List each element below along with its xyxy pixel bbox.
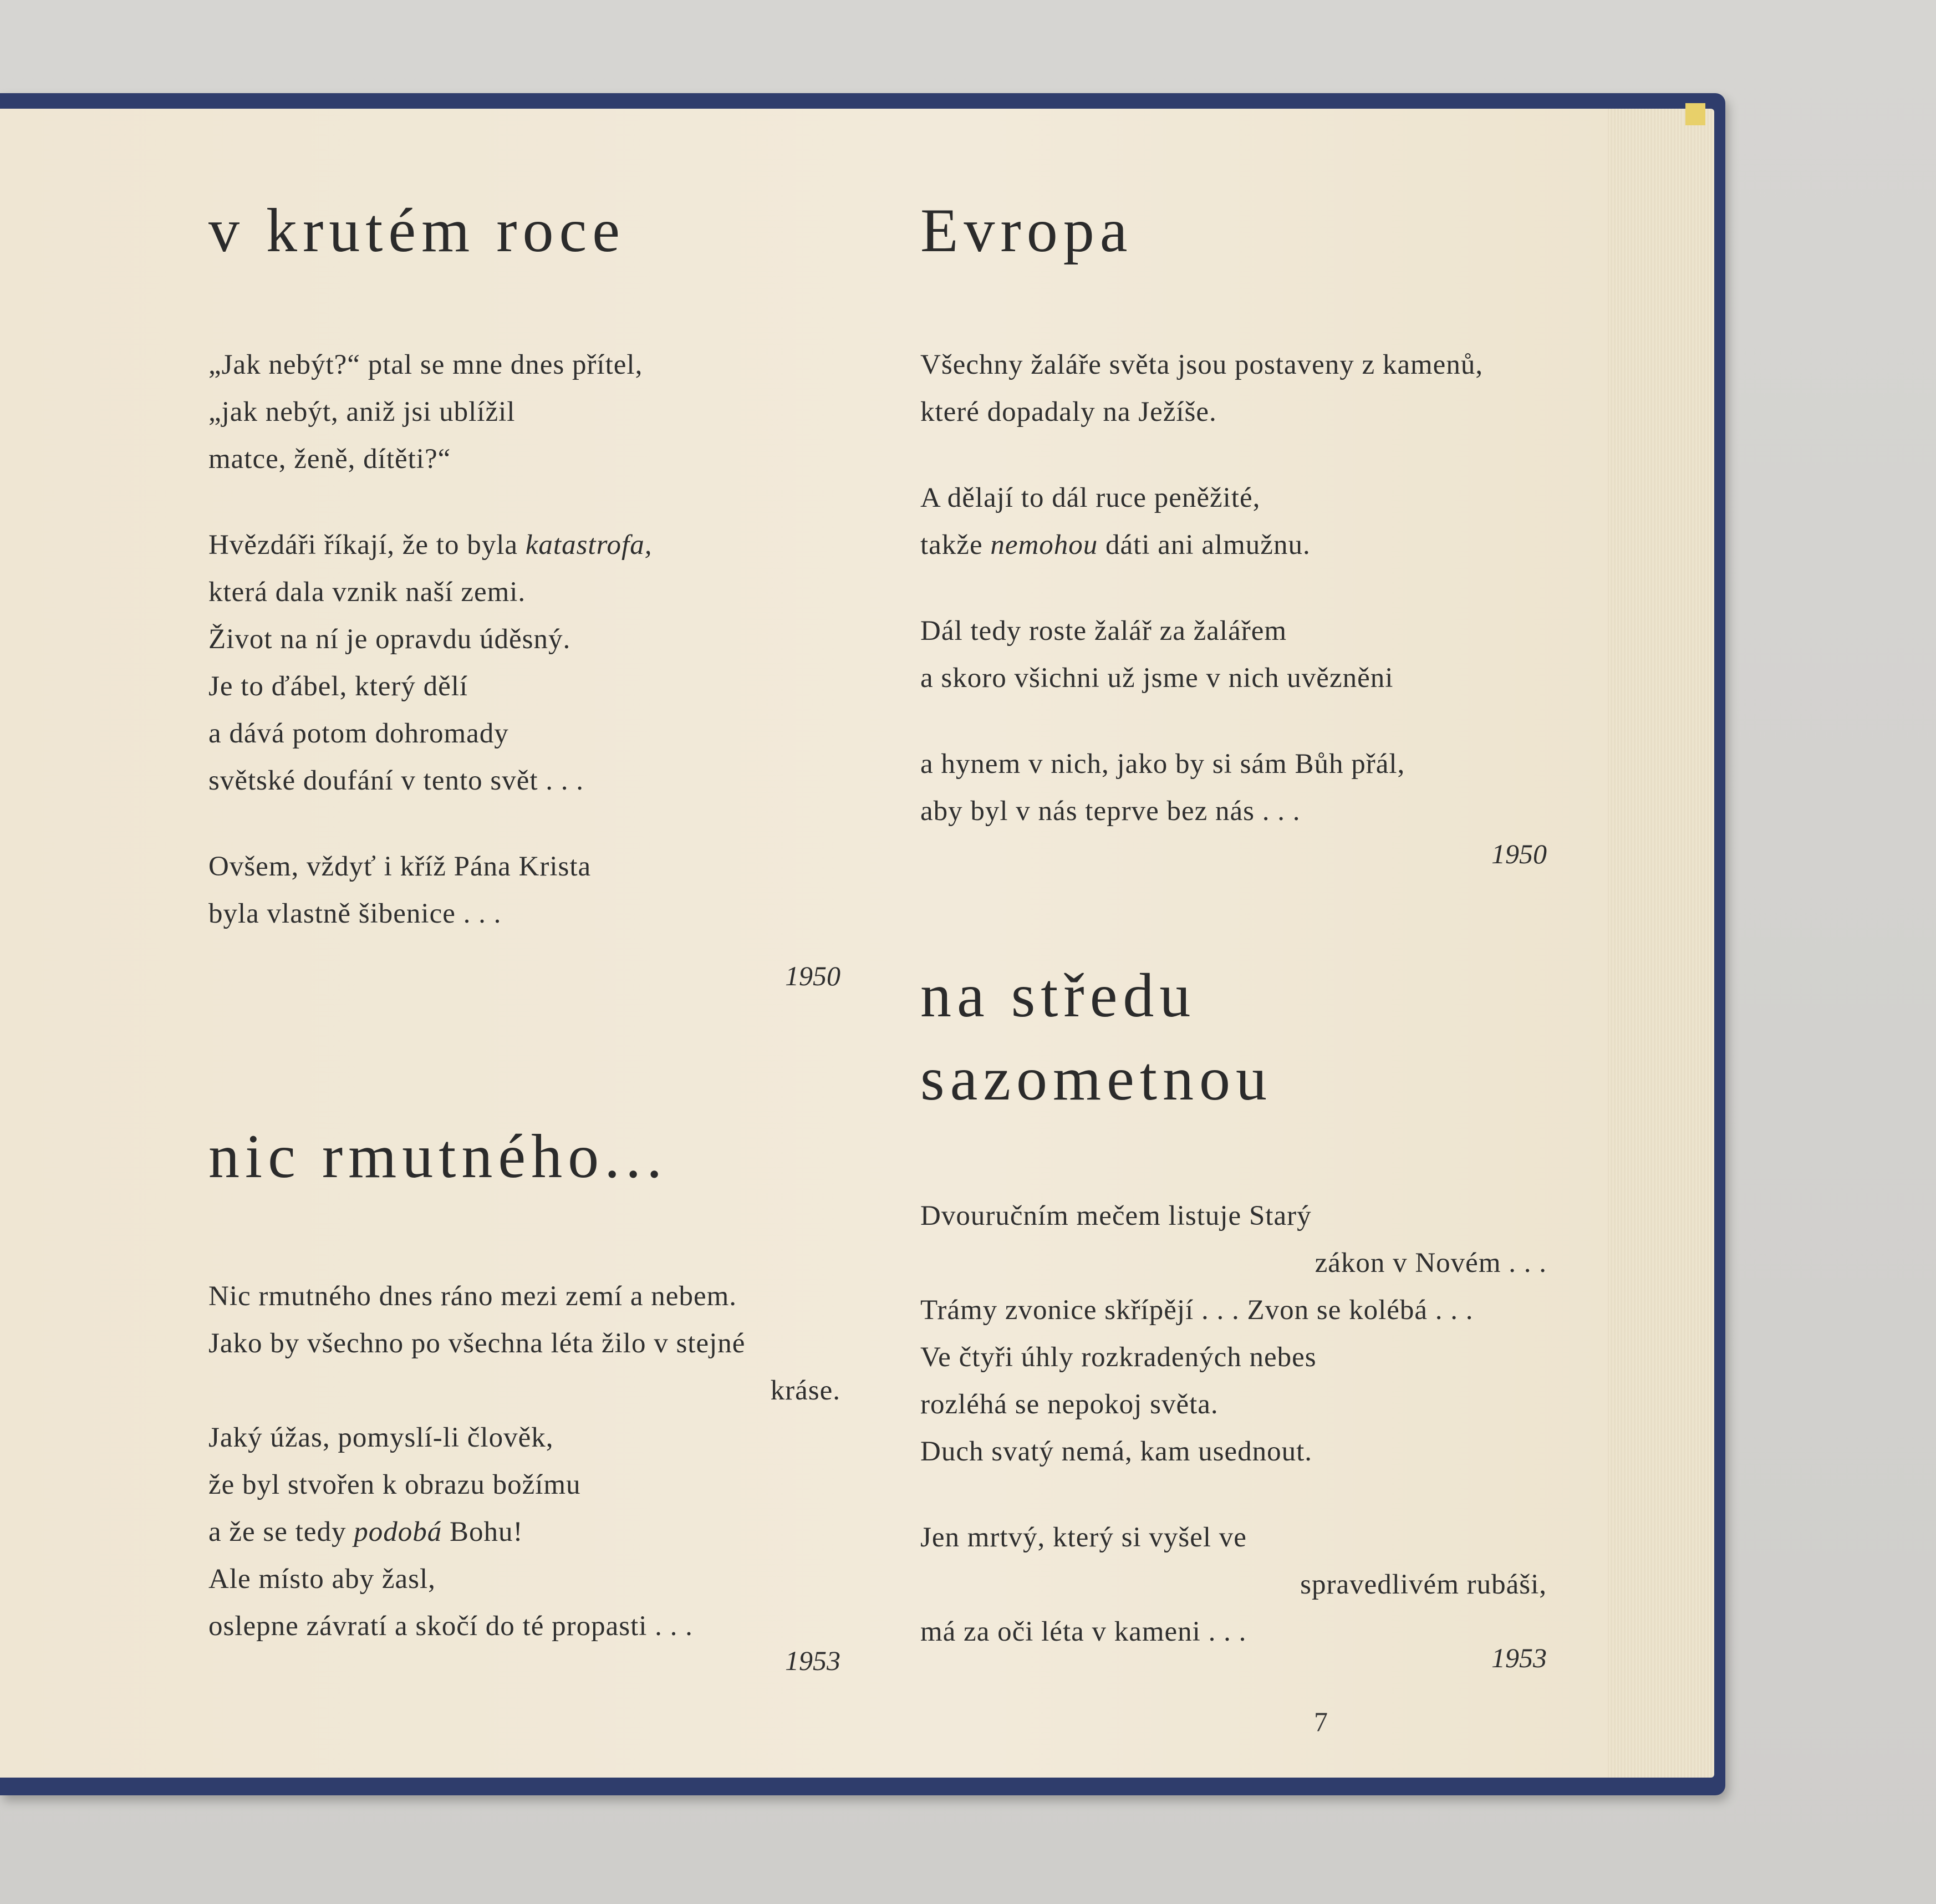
- poem-line: a že se tedy podobá Bohu!: [208, 1516, 523, 1547]
- poem-year: 1953: [1491, 1642, 1547, 1673]
- page-edges: [1597, 109, 1714, 1778]
- poem-line: Ve čtyři úhly rozkradených nebes: [920, 1342, 1317, 1373]
- poem-line: Dál tedy roste žalář za žalářem: [920, 615, 1287, 646]
- poem-year: 1953: [785, 1645, 840, 1676]
- poem-line: Duch svatý nemá, kam usednout.: [920, 1436, 1313, 1467]
- poem-title: Evropa: [920, 196, 1133, 265]
- poem-body: [208, 1273, 840, 1650]
- poem-line: Dvouručním mečem listuje Starý: [920, 1200, 1312, 1231]
- poem-line: „jak nebýt, aniž jsi ublížil: [208, 396, 516, 427]
- poem-line: Jako by všechno po všechna léta žilo v stejné: [208, 1328, 746, 1359]
- poem-line: Je to ďábel, který dělí: [208, 671, 468, 702]
- poem-line: Ale místo aby žasl,: [208, 1564, 436, 1595]
- poem-line: kráse.: [770, 1375, 840, 1406]
- poem-line: které dopadaly na Ježíše.: [920, 396, 1217, 427]
- poem-line: a dává potom dohromady: [208, 718, 509, 749]
- poem-title: v krutém roce: [208, 196, 625, 265]
- poem-line: Jaký úžas, pomyslí-li člověk,: [208, 1422, 554, 1453]
- poem-title: sazometnou: [920, 1045, 1272, 1113]
- poem-year: 1950: [785, 960, 840, 991]
- poem-body: [920, 1193, 1547, 1656]
- poem-line: takže nemohou dáti ani almužnu.: [920, 530, 1311, 561]
- poem-line: Ovšem, vždyť i kříž Pána Krista: [208, 851, 592, 882]
- emphasis: katastrofa,: [525, 530, 653, 561]
- poem-line: Všechny žaláře světa jsou postaveny z kamenů,: [920, 349, 1484, 380]
- poem-body: [920, 342, 1547, 835]
- poem-year: 1950: [1491, 838, 1547, 869]
- poem-line: Nic rmutného dnes ráno mezi zemí a nebem.: [208, 1281, 737, 1312]
- poem-line: Trámy zvonice skřípějí . . . Zvon se kolébá . . .: [920, 1295, 1474, 1326]
- poem-line: „Jak nebýt?“ ptal se mne dnes přítel,: [208, 349, 643, 380]
- poem-line: oslepne závratí a skočí do té propasti . . .: [208, 1611, 693, 1642]
- poem-line: zákon v Novém . . .: [1315, 1248, 1547, 1279]
- poem-line: aby byl v nás teprve bez nás . . .: [920, 796, 1301, 827]
- poem-line: spravedlivém rubáši,: [1300, 1569, 1547, 1600]
- emphasis: podobá: [354, 1516, 442, 1547]
- poem-line: byla vlastně šibenice . . .: [208, 898, 502, 929]
- poem-title: na středu: [920, 961, 1196, 1030]
- poem-line: a hynem v nich, jako by si sám Bůh přál,: [920, 749, 1405, 780]
- page-number: 7: [1314, 1706, 1328, 1737]
- poem-line: Jen mrtvý, který si vyšel ve: [920, 1522, 1247, 1553]
- poem-body: [208, 342, 840, 938]
- bookmark-edge: [1685, 103, 1705, 125]
- poem-line: že byl stvořen k obrazu božímu: [208, 1469, 581, 1500]
- poem-line: která dala vznik naší zemi.: [208, 577, 526, 608]
- poem-line: matce, ženě, dítěti?“: [208, 444, 451, 475]
- poem-line: světské doufání v tento svět . . .: [208, 765, 584, 796]
- poem-line: A dělají to dál ruce peněžité,: [920, 482, 1261, 513]
- poem-line: Život na ní je opravdu úděsný.: [208, 624, 571, 655]
- poem-line: má za oči léta v kameni . . .: [920, 1616, 1247, 1647]
- poem-title: nic rmutného...: [208, 1122, 668, 1191]
- poem-line: rozléhá se nepokoj světa.: [920, 1389, 1219, 1420]
- emphasis: nemohou: [990, 530, 1098, 561]
- poem-line: Hvězdáři říkají, že to byla katastrofa,: [208, 530, 653, 561]
- poem-line: a skoro všichni už jsme v nich uvězněni: [920, 663, 1394, 694]
- book-page: [0, 109, 1608, 1778]
